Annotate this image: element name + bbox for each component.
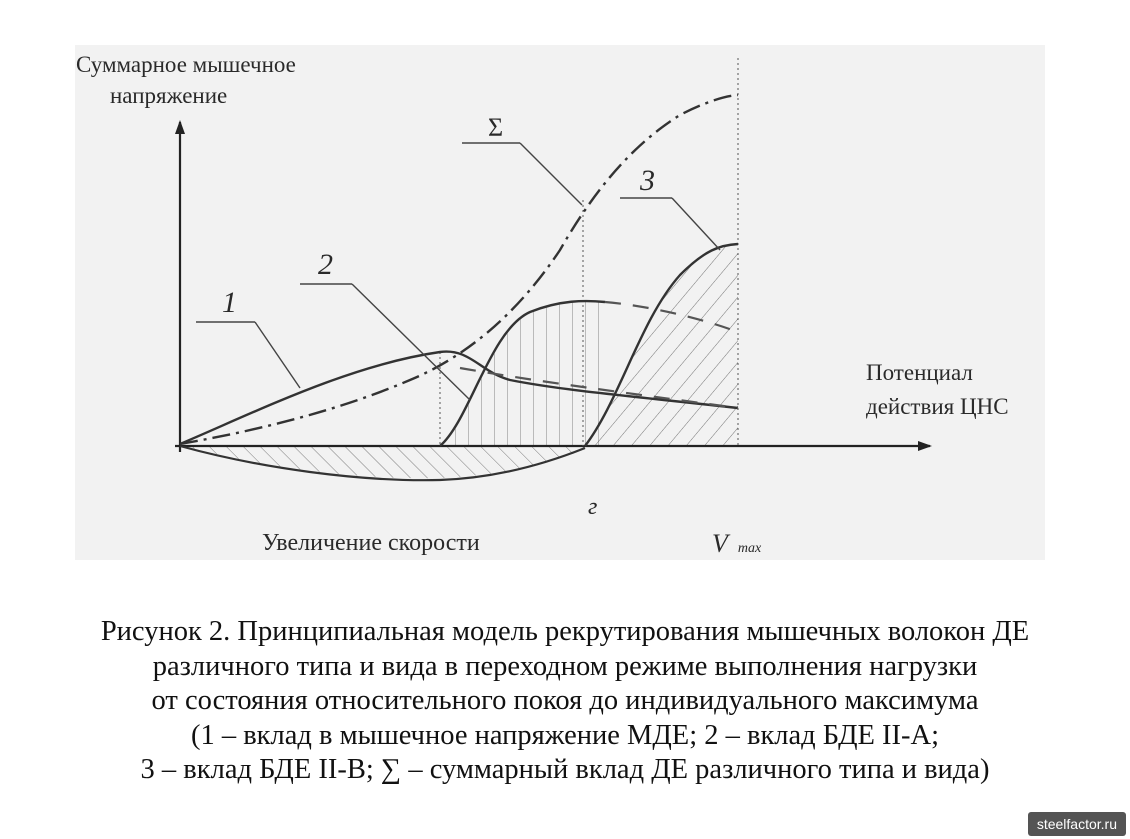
bottom-label: Увеличение скорости xyxy=(262,530,480,556)
caption-line: Рисунок 2. Принципиальная модель рекрутирования мышечных волокон ДЕ xyxy=(100,616,1030,647)
curve-label-3: 3 xyxy=(640,164,655,197)
y-axis-label-line-2: напряжение xyxy=(110,83,228,108)
figure-caption xyxy=(0,615,1130,788)
leader-sigma-diag xyxy=(520,143,582,205)
watermark-badge: steelfactor.ru xyxy=(1028,812,1126,836)
curve-label-sigma: Σ xyxy=(488,113,504,142)
y-axis-label-line-1: Суммарное мышечное xyxy=(76,52,296,77)
caption-line: от состояния относительного покоя до индивидуального максимума xyxy=(151,685,979,716)
vmax-label-main: V xyxy=(712,529,728,558)
hatch-region-curve-3 xyxy=(585,244,738,446)
caption-line: 3 – вклад БДЕ II-В; ∑ – суммарный вклад ДЕ различного типа и вида) xyxy=(140,754,990,785)
hatch-region-curve-2 xyxy=(440,301,600,446)
caption-line: (1 – вклад в мышечное напряжение МДЕ; 2 – вклад БДЕ II-А; xyxy=(190,719,940,751)
x-axis-label-line-1: Потенциал xyxy=(866,360,973,385)
leader-1-diag xyxy=(255,322,300,388)
caption-line: различного типа и вида в переходном режиме выполнения нагрузки xyxy=(152,650,978,682)
x-axis-label-line-2: действия ЦНС xyxy=(866,394,1009,419)
vmax-label-sub: max xyxy=(737,541,762,556)
vmax-label xyxy=(712,529,762,558)
curve-label-1: 1 xyxy=(222,286,237,319)
zone-label: г xyxy=(588,494,598,520)
leader-2-diag xyxy=(352,284,470,400)
curve-label-2: 2 xyxy=(318,248,333,281)
leader-3-diag xyxy=(672,198,720,250)
